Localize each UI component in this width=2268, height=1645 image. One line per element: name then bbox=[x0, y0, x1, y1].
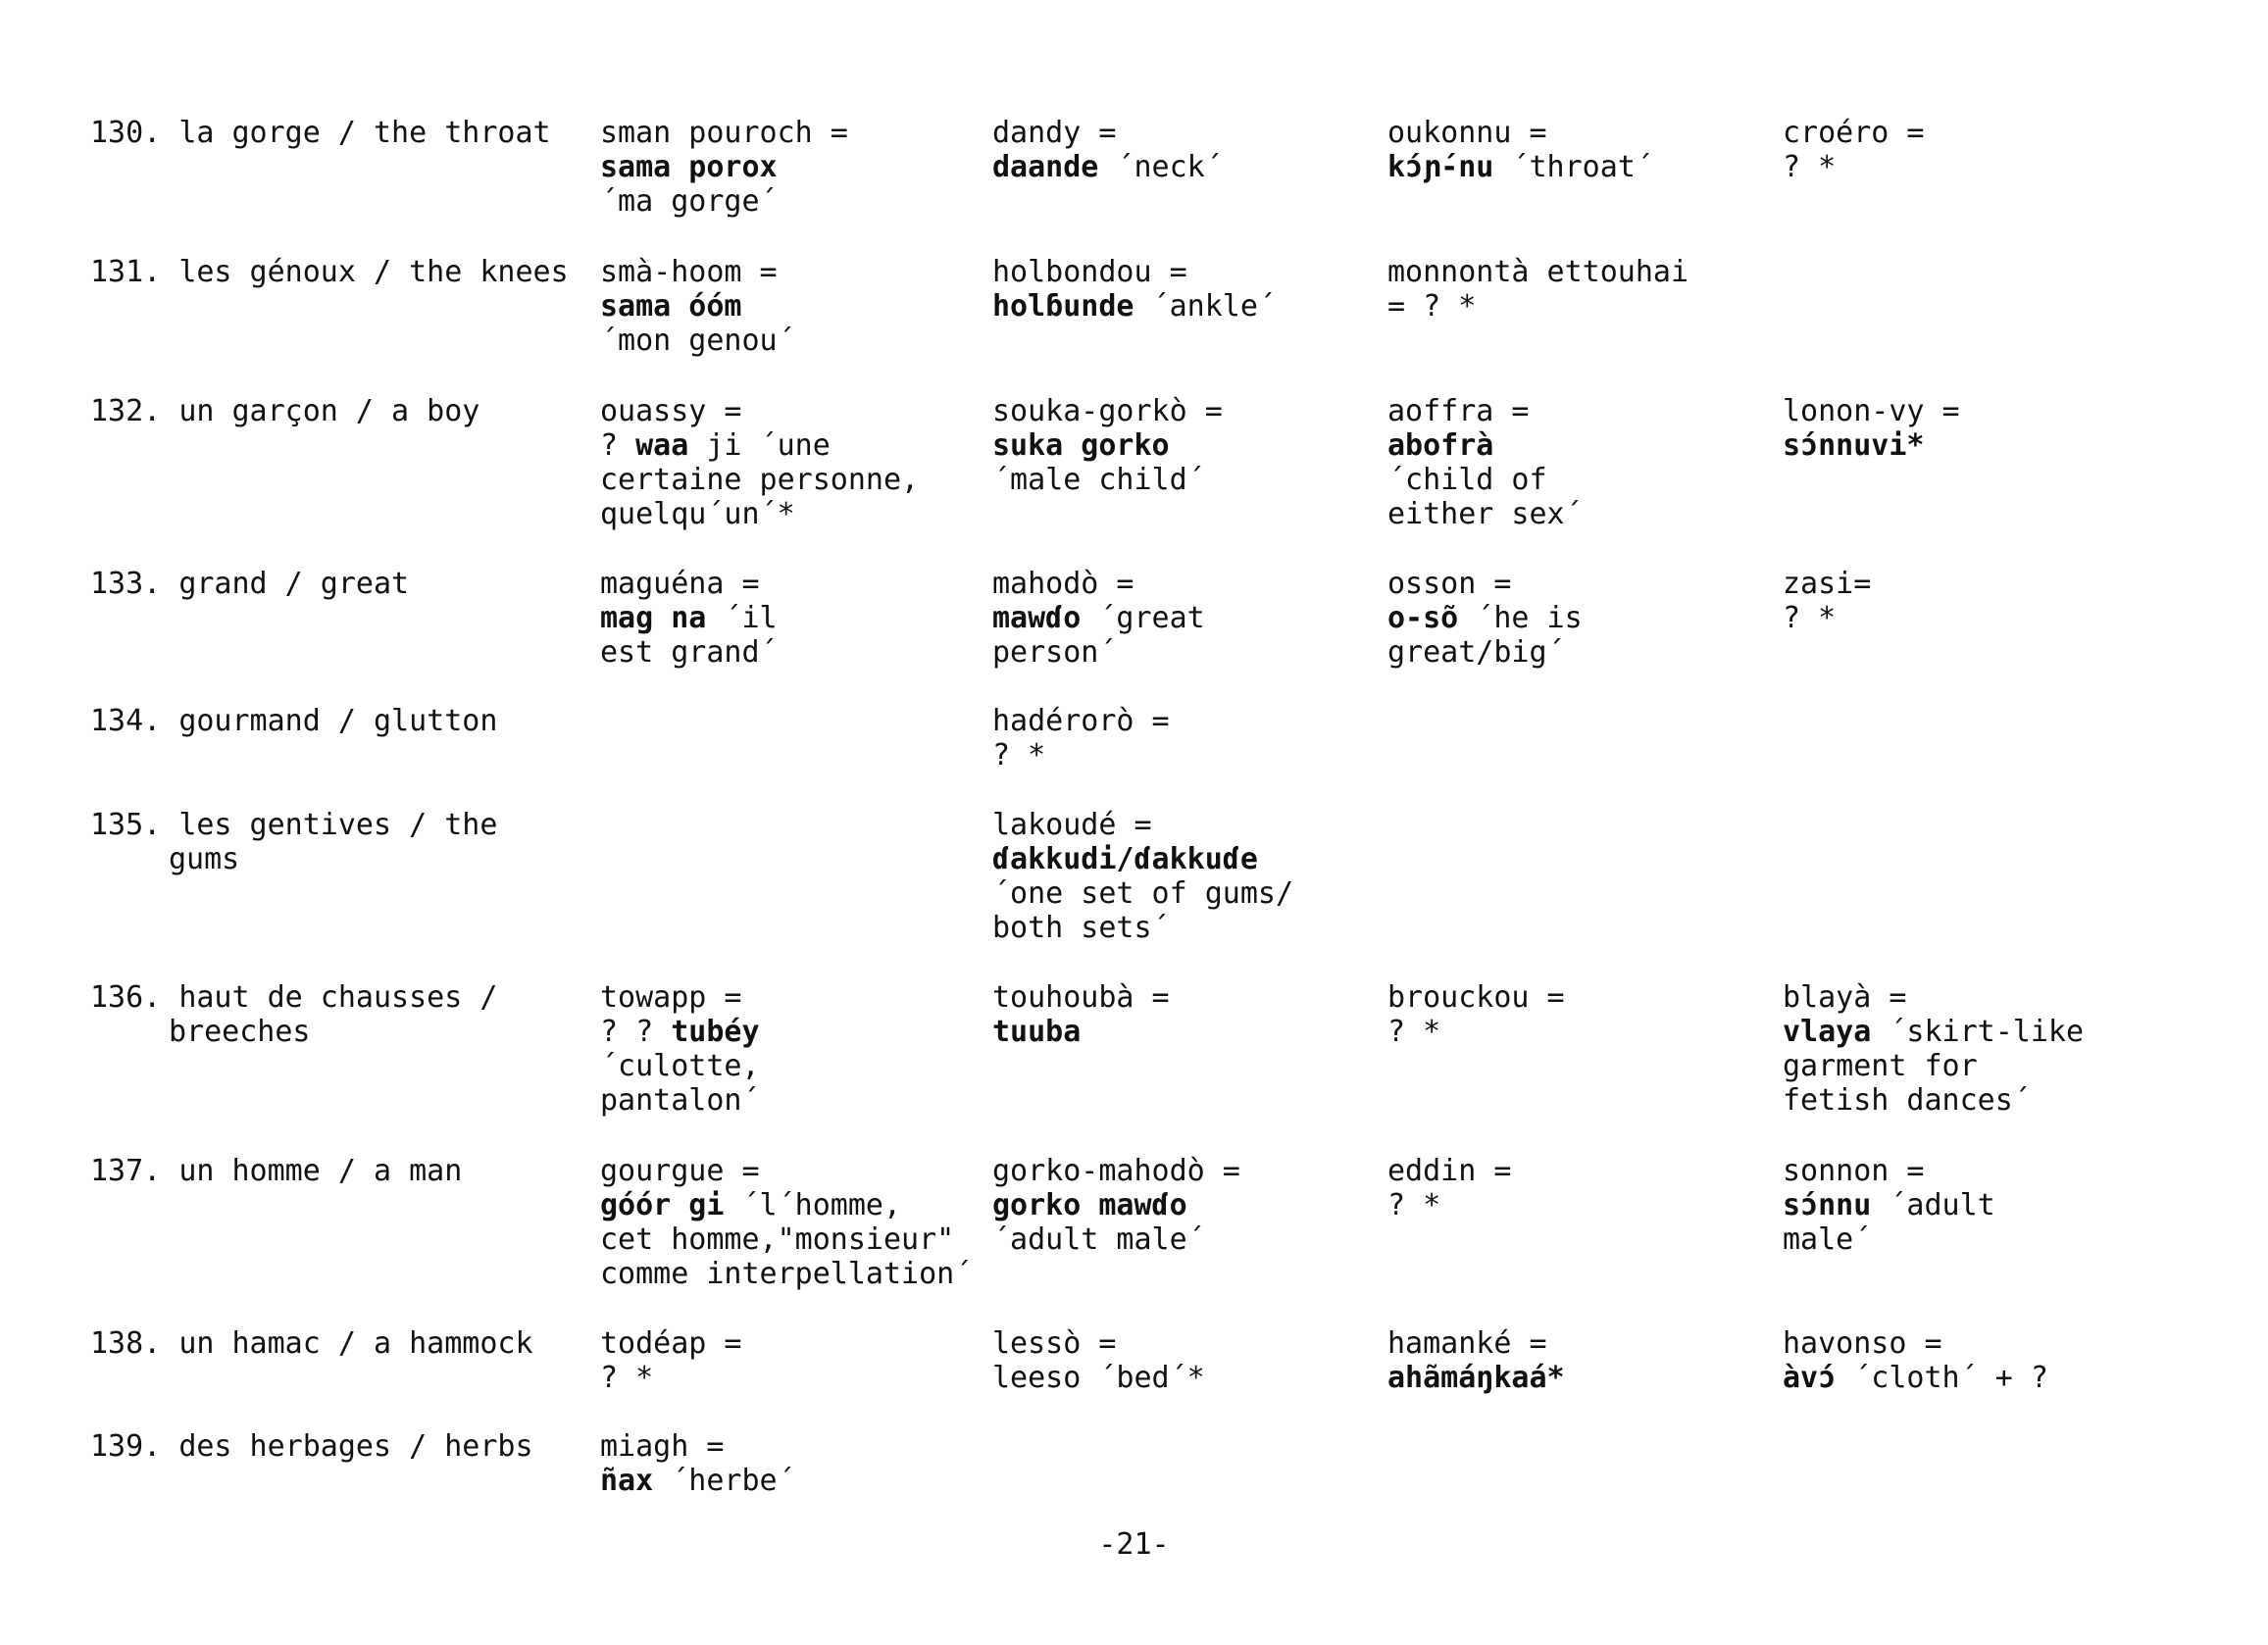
meaning-line: ´one set of gums/ bbox=[992, 876, 1294, 911]
reconstructed-form: sama porox bbox=[600, 150, 778, 184]
form-line: blayà = bbox=[1783, 980, 1907, 1015]
reconstructed-form: waa bbox=[635, 428, 689, 463]
form-col-2 bbox=[992, 567, 1205, 670]
form-line: gourgue = bbox=[600, 1154, 760, 1188]
entry-label bbox=[90, 116, 551, 150]
meaning-line: ´herbe´ bbox=[653, 1464, 795, 1498]
meaning-line: ´adult bbox=[1871, 1188, 1995, 1222]
reconstructed-form: mag na bbox=[600, 601, 707, 635]
reconstructed-form: vlaya bbox=[1783, 1015, 1872, 1049]
meaning-line: ´he is bbox=[1458, 601, 1583, 635]
meaning-line: certaine personne, bbox=[600, 463, 920, 497]
form-col-3 bbox=[1387, 116, 1653, 184]
form-col-1 bbox=[600, 394, 919, 531]
form-col-3 bbox=[1387, 1326, 1565, 1395]
reconstructed-form: sɔ́nnu bbox=[1783, 1188, 1872, 1222]
reconstructed-form: sɔ́nnuvi* bbox=[1783, 428, 1925, 463]
form-line: holbondou = bbox=[992, 255, 1187, 289]
reconstructed-form: kɔ́ɲ́-nu bbox=[1387, 150, 1494, 184]
meaning-line: quelqu´un´* bbox=[600, 497, 795, 531]
form-line: havonso = bbox=[1783, 1326, 1942, 1361]
reconstructed-form: góór gi bbox=[600, 1188, 725, 1222]
form-col-2 bbox=[992, 704, 1170, 773]
form-line: monnontà ettouhai bbox=[1387, 255, 1689, 289]
form-line: towapp = bbox=[600, 980, 742, 1015]
reconstructed-form: suka gorko bbox=[992, 428, 1170, 463]
meaning-line: either sex´ bbox=[1387, 497, 1583, 531]
form-col-2 bbox=[992, 394, 1223, 497]
entry-number: 139. bbox=[90, 1429, 162, 1464]
form-col-1 bbox=[600, 1154, 972, 1291]
reconstructed-form: abofrà bbox=[1387, 428, 1494, 463]
form-line: zasi= bbox=[1783, 567, 1872, 601]
meaning-line: est grand´ bbox=[600, 635, 778, 670]
form-line: gorko-mahodò = bbox=[992, 1154, 1240, 1188]
form-line: ? * bbox=[1387, 1188, 1441, 1222]
form-line: smà-hoom = bbox=[600, 255, 778, 289]
form-col-2 bbox=[992, 116, 1223, 184]
form-line: ouassy = bbox=[600, 394, 742, 428]
form-col-4 bbox=[1783, 980, 2084, 1118]
meaning-line: ´great bbox=[1081, 601, 1205, 635]
entry-gloss: les génoux / the knees bbox=[178, 255, 569, 289]
form-line: = ? * bbox=[1387, 289, 1477, 324]
reconstructed-form: daande bbox=[992, 150, 1099, 184]
entry-label bbox=[90, 980, 497, 1049]
entry-gloss: grand / great bbox=[178, 567, 410, 601]
form-line: ? * bbox=[1783, 150, 1837, 184]
entry-gloss: breeches bbox=[169, 1015, 311, 1049]
reconstructed-form: ahãmáŋkaá* bbox=[1387, 1361, 1565, 1395]
entry-gloss: gourmand / glutton bbox=[178, 704, 498, 738]
form-col-1 bbox=[600, 255, 795, 358]
reconstructed-form: holɓunde bbox=[992, 289, 1134, 324]
entry-gloss: la gorge / the throat bbox=[178, 116, 551, 150]
form-line: hadérorò = bbox=[992, 704, 1170, 738]
form-line: ? * bbox=[992, 738, 1046, 773]
form-col-4 bbox=[1783, 567, 1871, 635]
entry-number: 136. bbox=[90, 980, 162, 1015]
entry-label bbox=[90, 808, 497, 876]
entry-label bbox=[90, 255, 569, 289]
form-line: leeso ´bed´* bbox=[992, 1361, 1205, 1395]
meaning-line: ´child of bbox=[1387, 463, 1547, 497]
form-line: lonon-vy = bbox=[1783, 394, 1960, 428]
form-line: aoffra = bbox=[1387, 394, 1530, 428]
entry-label bbox=[90, 1154, 462, 1188]
meaning-line: ´adult male´ bbox=[992, 1222, 1205, 1257]
form-line: croéro = bbox=[1783, 116, 1925, 150]
form-col-2 bbox=[992, 980, 1170, 1049]
form-col-1 bbox=[600, 1326, 742, 1395]
entry-number: 132. bbox=[90, 394, 162, 428]
entry-gloss: haut de chausses / bbox=[178, 980, 498, 1015]
reconstructed-form: àvɔ́ bbox=[1783, 1361, 1837, 1395]
entry-gloss: un hamac / a hammock bbox=[178, 1326, 533, 1361]
form-col-4 bbox=[1783, 1326, 2048, 1395]
form-line: lakoudé = bbox=[992, 808, 1152, 842]
reconstructed-form: mawɗo bbox=[992, 601, 1082, 635]
form-col-2 bbox=[992, 1154, 1240, 1257]
meaning-line: both sets´ bbox=[992, 911, 1170, 945]
form-line: sman pouroch = bbox=[600, 116, 848, 150]
form-line: brouckou = bbox=[1387, 980, 1565, 1015]
entry-gloss: un homme / a man bbox=[178, 1154, 463, 1188]
meaning-line: great/big´ bbox=[1387, 635, 1565, 670]
meaning-line: ´ankle´ bbox=[1134, 289, 1276, 324]
meaning-line: pantalon´ bbox=[600, 1083, 760, 1118]
entry-gloss: un garçon / a boy bbox=[178, 394, 480, 428]
entry-gloss: des herbages / herbs bbox=[178, 1429, 533, 1464]
meaning-line: ´il bbox=[706, 601, 778, 635]
reconstructed-form: o-sõ bbox=[1387, 601, 1459, 635]
form-col-1 bbox=[600, 116, 848, 219]
meaning-line: cet homme,"monsieur" bbox=[600, 1222, 955, 1257]
form-line: touhoubà = bbox=[992, 980, 1170, 1015]
form-col-4 bbox=[1783, 116, 1925, 184]
meaning-line: ´cloth´ + ? bbox=[1836, 1361, 2048, 1395]
form-line: osson = bbox=[1387, 567, 1512, 601]
meaning-line: ´male child´ bbox=[992, 463, 1205, 497]
form-col-3 bbox=[1387, 255, 1688, 324]
entry-number: 133. bbox=[90, 567, 162, 601]
form-line: dandy = bbox=[992, 116, 1117, 150]
entry-number: 137. bbox=[90, 1154, 162, 1188]
meaning-line: ´skirt-like bbox=[1871, 1015, 2085, 1049]
page-number: -21- bbox=[1098, 1527, 1170, 1562]
entry-label bbox=[90, 1429, 533, 1464]
entry-label bbox=[90, 567, 409, 601]
form-line: oukonnu = bbox=[1387, 116, 1547, 150]
form-col-4 bbox=[1783, 1154, 1995, 1257]
form-line: todéap = bbox=[600, 1326, 742, 1361]
form-line: eddin = bbox=[1387, 1154, 1512, 1188]
meaning-line: ji ´une bbox=[688, 428, 831, 463]
form-col-2 bbox=[992, 255, 1276, 324]
form-line: ? * bbox=[600, 1361, 654, 1395]
form-line: mahodò = bbox=[992, 567, 1134, 601]
entry-gloss: les gentives / the bbox=[178, 808, 498, 842]
meaning-line: garment for bbox=[1783, 1049, 1978, 1083]
reconstructed-form: ñax bbox=[600, 1464, 654, 1498]
reconstructed-form: sama óóm bbox=[600, 289, 742, 324]
form-col-1 bbox=[600, 980, 760, 1118]
form-col-2 bbox=[992, 808, 1293, 945]
entry-number: 131. bbox=[90, 255, 162, 289]
entry-label bbox=[90, 704, 497, 738]
meaning-line: person´ bbox=[992, 635, 1117, 670]
reconstructed-form: tubéy bbox=[671, 1015, 760, 1049]
form-line: miagh = bbox=[600, 1429, 725, 1464]
form-col-1 bbox=[600, 1429, 795, 1498]
entry-number: 135. bbox=[90, 808, 162, 842]
form-line: ? ? bbox=[600, 1015, 672, 1049]
form-col-1 bbox=[600, 567, 778, 670]
form-col-4 bbox=[1783, 394, 1960, 463]
meaning-line: ´mon genou´ bbox=[600, 324, 795, 358]
reconstructed-form: tuuba bbox=[992, 1015, 1082, 1049]
reconstructed-form: gorko mawɗo bbox=[992, 1188, 1187, 1222]
form-line: hamanké = bbox=[1387, 1326, 1547, 1361]
entry-label bbox=[90, 1326, 533, 1361]
form-col-3 bbox=[1387, 1154, 1511, 1222]
meaning-line: ´l´homme, bbox=[724, 1188, 902, 1222]
form-line: maguéna = bbox=[600, 567, 760, 601]
form-line: souka-gorkò = bbox=[992, 394, 1223, 428]
meaning-line: ´ma gorge´ bbox=[600, 184, 778, 219]
entry-number: 134. bbox=[90, 704, 162, 738]
entry-gloss: gums bbox=[169, 842, 240, 876]
meaning-line: fetish dances´ bbox=[1783, 1083, 2031, 1118]
form-line: lessò = bbox=[992, 1326, 1117, 1361]
reconstructed-form: ɗakkudi/ɗakkuɗe bbox=[992, 842, 1258, 876]
form-col-3 bbox=[1387, 567, 1583, 670]
meaning-line: ´throat´ bbox=[1493, 150, 1653, 184]
entry-number: 130. bbox=[90, 116, 162, 150]
form-col-3 bbox=[1387, 980, 1565, 1049]
form-line: sonnon = bbox=[1783, 1154, 1925, 1188]
entry-label bbox=[90, 394, 479, 428]
meaning-line: male´ bbox=[1783, 1222, 1872, 1257]
form-col-3 bbox=[1387, 394, 1583, 531]
meaning-line: comme interpellation´ bbox=[600, 1257, 973, 1291]
meaning-line: ´neck´ bbox=[1098, 150, 1223, 184]
entry-number: 138. bbox=[90, 1326, 162, 1361]
form-line: ? bbox=[600, 428, 636, 463]
form-col-2 bbox=[992, 1326, 1205, 1395]
meaning-line: ´culotte, bbox=[600, 1049, 760, 1083]
form-line: ? * bbox=[1783, 601, 1837, 635]
form-line: ? * bbox=[1387, 1015, 1441, 1049]
